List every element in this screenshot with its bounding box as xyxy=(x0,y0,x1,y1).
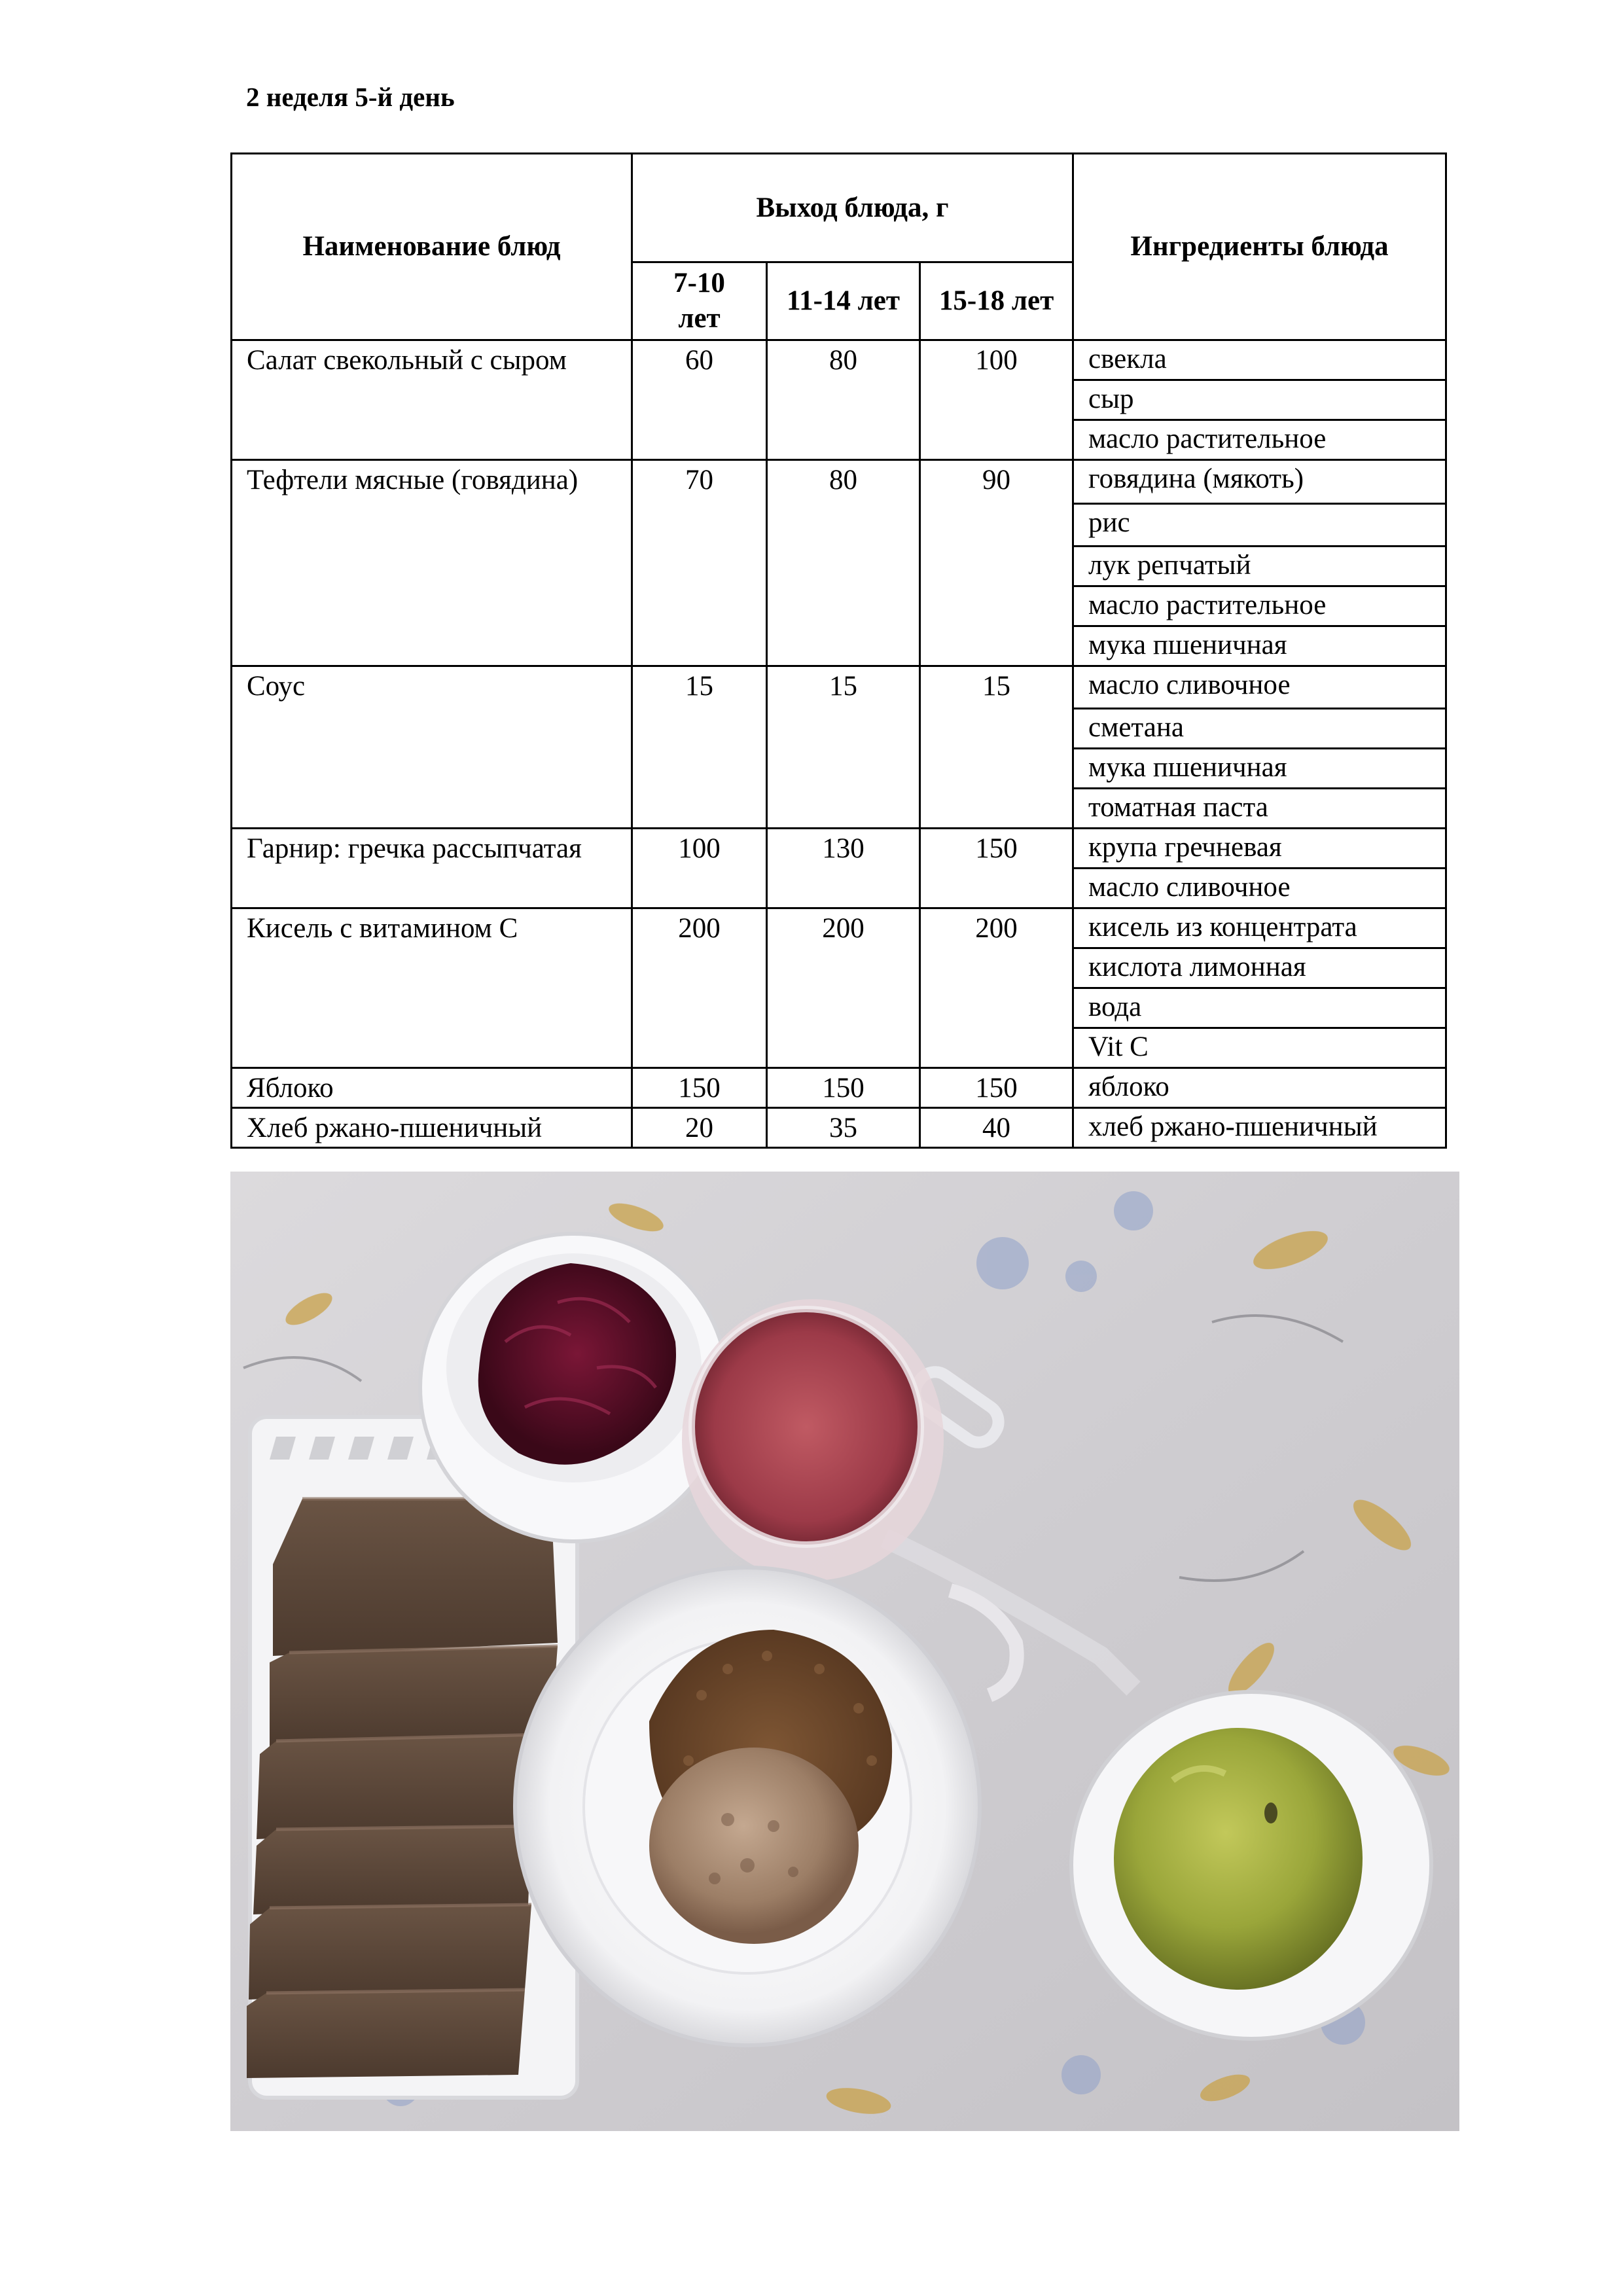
output-11-14: 130 xyxy=(767,828,920,908)
dish-name: Соус xyxy=(232,666,632,828)
ingredient: лук репчатый xyxy=(1073,546,1446,586)
ingredient: томатная паста xyxy=(1073,788,1446,828)
dish-name: Хлеб ржано-пшеничный xyxy=(232,1107,632,1147)
output-7-10: 200 xyxy=(632,908,767,1067)
dish-name: Тефтели мясные (говядина) xyxy=(232,459,632,666)
header-dish-name: Наименование блюд xyxy=(232,154,632,340)
ingredient: хлеб ржано-пшеничный xyxy=(1073,1107,1446,1147)
header-age-7-10-line2: лет xyxy=(678,302,721,334)
output-11-14: 35 xyxy=(767,1107,920,1147)
output-11-14: 150 xyxy=(767,1067,920,1107)
output-7-10: 150 xyxy=(632,1067,767,1107)
output-15-18: 200 xyxy=(920,908,1073,1067)
ingredient: мука пшеничная xyxy=(1073,748,1446,788)
output-11-14: 80 xyxy=(767,340,920,459)
output-15-18: 150 xyxy=(920,1067,1073,1107)
header-output: Выход блюда, г xyxy=(632,154,1073,262)
ingredient: кислота лимонная xyxy=(1073,948,1446,988)
ingredient: яблоко xyxy=(1073,1067,1446,1107)
header-age-15-18: 15-18 лет xyxy=(920,262,1073,340)
output-15-18: 100 xyxy=(920,340,1073,459)
ingredient: Vit C xyxy=(1073,1028,1446,1067)
dish-name: Кисель с витамином С xyxy=(232,908,632,1067)
ingredient: масло растительное xyxy=(1073,586,1446,626)
ingredient: говядина (мякоть) xyxy=(1073,459,1446,503)
output-11-14: 80 xyxy=(767,459,920,666)
output-15-18: 150 xyxy=(920,828,1073,908)
ingredient: свекла xyxy=(1073,340,1446,380)
ingredient: вода xyxy=(1073,988,1446,1028)
header-age-7-10 xyxy=(632,262,767,340)
header-age-7-10-line1: 7-10 xyxy=(673,268,725,298)
menu-table xyxy=(230,152,1447,1149)
beet-salad-bowl xyxy=(420,1234,728,1541)
output-15-18: 90 xyxy=(920,459,1073,666)
header-age-11-14: 11-14 лет xyxy=(767,262,920,340)
ingredient: масло сливочное xyxy=(1073,868,1446,908)
dish-name: Гарнир: гречка рассыпчатая xyxy=(232,828,632,908)
page-heading: 2 неделя 5-й день xyxy=(246,82,455,112)
output-11-14: 200 xyxy=(767,908,920,1067)
meal-photo xyxy=(230,1172,1459,2131)
header-ingredients: Ингредиенты блюда xyxy=(1073,154,1446,340)
ingredient: сыр xyxy=(1073,380,1446,420)
bread-slices xyxy=(247,1499,558,2078)
output-11-14: 15 xyxy=(767,666,920,828)
output-7-10: 60 xyxy=(632,340,767,459)
output-7-10: 15 xyxy=(632,666,767,828)
output-7-10: 20 xyxy=(632,1107,767,1147)
output-15-18: 40 xyxy=(920,1107,1073,1147)
output-15-18: 15 xyxy=(920,666,1073,828)
dish-name: Яблоко xyxy=(232,1067,632,1107)
ingredient: крупа гречневая xyxy=(1073,828,1446,868)
output-7-10: 100 xyxy=(632,828,767,908)
ingredient: масло растительное xyxy=(1073,420,1446,459)
apple-bowl xyxy=(1071,1692,1431,2039)
output-7-10: 70 xyxy=(632,459,767,666)
ingredient: кисель из концентрата xyxy=(1073,908,1446,948)
ingredient: масло сливочное xyxy=(1073,666,1446,708)
main-plate xyxy=(515,1568,980,2045)
ingredient: рис xyxy=(1073,503,1446,546)
ingredient: сметана xyxy=(1073,708,1446,748)
ingredient: мука пшеничная xyxy=(1073,626,1446,666)
dish-name: Салат свекольный с сыром xyxy=(232,340,632,459)
